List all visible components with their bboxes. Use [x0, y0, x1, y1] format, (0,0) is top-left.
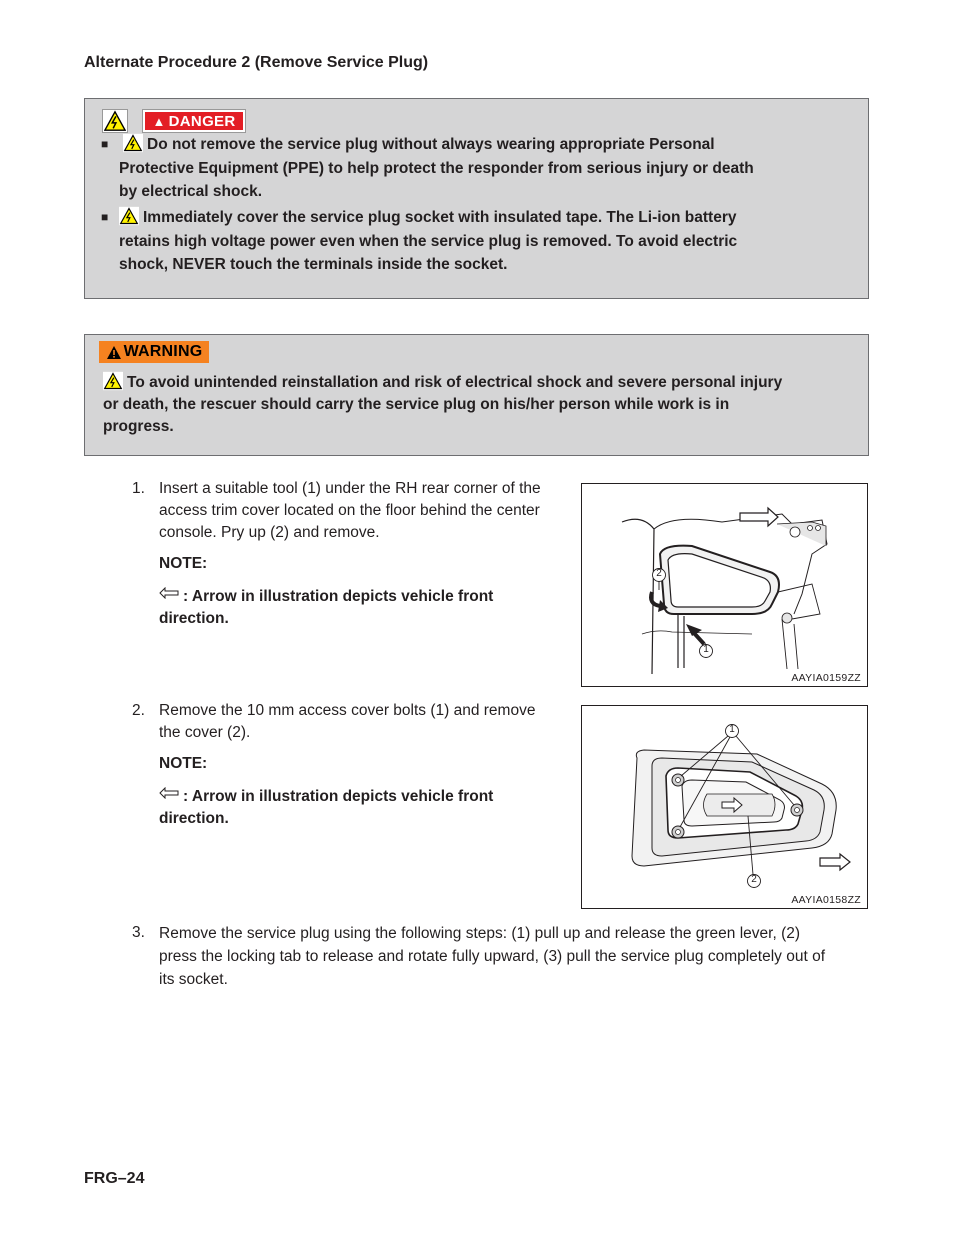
arrow-note: : Arrow in illustration depicts vehicle front direction. — [159, 588, 494, 627]
figure-caption: AAYIA0158ZZ — [791, 894, 861, 906]
step-number: 2. — [132, 702, 145, 719]
step-text: Remove the service plug using the following steps: (1) pull up and release the green lever, (2) press the locking tab to release and rotate fully upward, (3) pull the service plug completely out of its socket. — [159, 925, 826, 988]
danger-label: DANGER — [168, 112, 236, 130]
callout-number: 1 — [703, 644, 709, 655]
high-voltage-icon — [102, 109, 128, 133]
warning-badge — [99, 341, 209, 363]
alert-triangle-icon — [106, 345, 122, 360]
danger-box — [84, 98, 869, 299]
callout-number: 2 — [751, 874, 757, 885]
callout-number: 1 — [729, 724, 735, 735]
high-voltage-icon — [123, 133, 143, 153]
danger-item: ■ Do not remove the service plug without always wearing appropriate Personal Protective Equipment (PPE) to help protect the responder from serious injury or death by electrical shock. — [119, 133, 849, 204]
alert-triangle-icon: ▲ — [152, 113, 166, 129]
access-trim-illustration — [582, 484, 867, 686]
warning-box — [84, 334, 869, 456]
danger-item: ■ Immediately cover the service plug socket with insulated tape. The Li-ion battery retains high voltage power even when the service plug is removed. To avoid electric shock, NEVER touch the terminals inside the socket. — [119, 206, 849, 277]
bullet-mark: ■ — [101, 210, 109, 224]
section-heading: Alternate Procedure 2 (Remove Service Plug) — [84, 54, 429, 71]
figure-access-trim-cover — [581, 483, 868, 687]
high-voltage-icon — [119, 206, 139, 226]
front-direction-arrow-icon — [159, 787, 179, 799]
step-number: 3. — [132, 924, 145, 941]
step-text: Remove the 10 mm access cover bolts (1) and remove the cover (2). — [159, 702, 536, 741]
warning-text: To avoid unintended reinstallation and risk of electrical shock and severe personal injury or death, the rescuer should carry the service plug on his/her person while work is in progress. — [103, 372, 863, 438]
step-text: Insert a suitable tool (1) under the RH rear corner of the access trim cover located on the floor behind the center console. Pry up (2) and remove. — [159, 480, 541, 541]
callout-number: 2 — [656, 568, 662, 579]
note-label: NOTE: — [159, 755, 208, 772]
arrow-note: : Arrow in illustration depicts vehicle front direction. — [159, 788, 494, 827]
danger-badge — [142, 109, 246, 133]
figure-caption: AAYIA0159ZZ — [791, 672, 861, 684]
figure-access-cover-bolts — [581, 705, 868, 909]
high-voltage-icon — [103, 371, 123, 391]
step-number: 1. — [132, 480, 145, 497]
access-cover-illustration — [582, 706, 867, 908]
bullet-mark: ■ — [101, 137, 109, 151]
warning-label: WARNING — [123, 343, 203, 360]
front-direction-arrow-icon — [159, 587, 179, 599]
page-number: FRG–24 — [84, 1170, 145, 1187]
note-label: NOTE: — [159, 555, 208, 572]
